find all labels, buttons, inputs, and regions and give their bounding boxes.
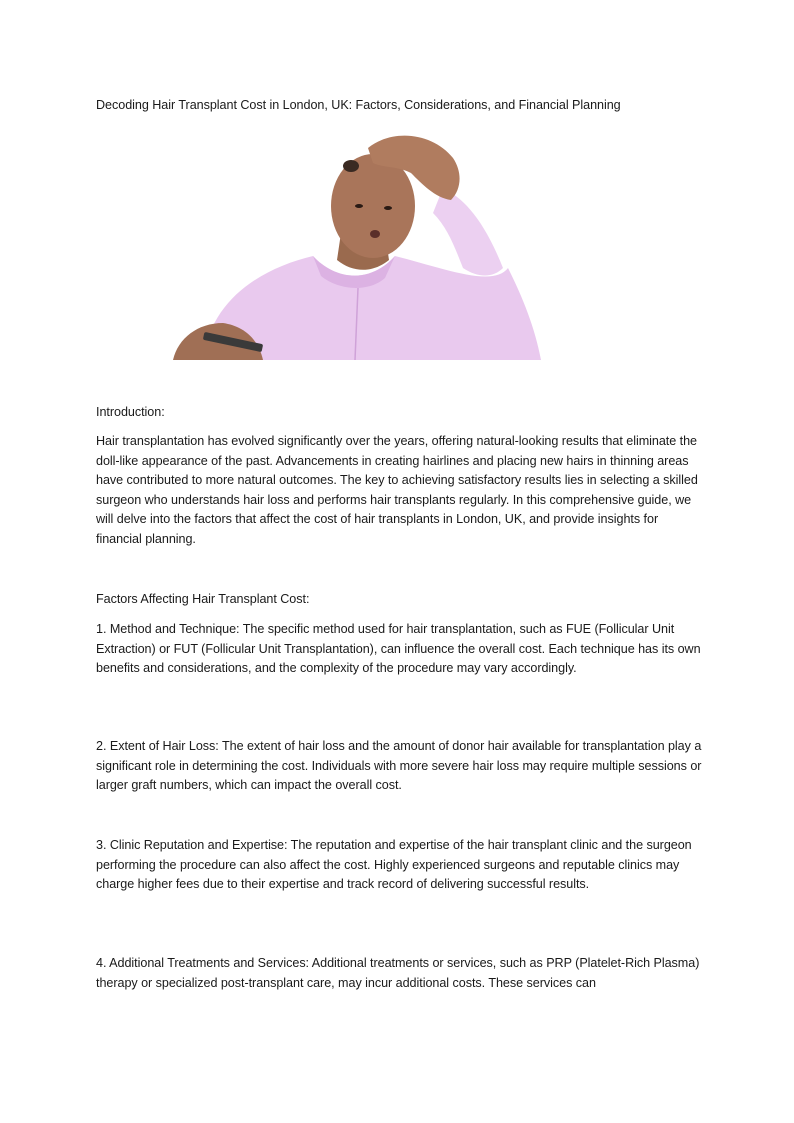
man-holding-head-icon (163, 128, 543, 360)
document-title: Decoding Hair Transplant Cost in London, UK: Factors, Considerations, and Financial Planning (96, 98, 621, 112)
introduction-heading: Introduction: (96, 405, 165, 419)
factor-item: 4. Additional Treatments and Services: Additional treatments or services, such as PRP (Platelet-Rich Plasma) therapy or specialized post-transplant care, may incur additional costs. These services can (96, 956, 700, 990)
factor-item: 1. Method and Technique: The specific method used for hair transplantation, such as FUE (Follicular Unit Extraction) or FUT (Follicular Unit Transplantation), can influence the overall cost. Each technique has its own benefits and considerations, and the complexity of the procedure may vary accordingly. (96, 622, 701, 676)
factor-item: 2. Extent of Hair Loss: The extent of hair loss and the amount of donor hair available for transplantation play a significant role in determining the cost. Individuals with more severe hair loss may require multiple sessions or larger graft numbers, which can impact the overall cost. (96, 739, 702, 793)
factors-heading: Factors Affecting Hair Transplant Cost: (96, 592, 310, 606)
factor-item: 3. Clinic Reputation and Expertise: The reputation and expertise of the hair transplant clinic and the surgeon performing the procedure can also affect the cost. Highly experienced surgeons and reputable clinics may charge higher fees due to their expertise and track record of delivering successful results. (96, 838, 692, 892)
introduction-paragraph: Hair transplantation has evolved significantly over the years, offering natural-looking results that eliminate the doll-like appearance of the past. Advancements in creating hairlines and placing new hairs in thinning areas have contributed to more natural outcomes. The key to achieving satisfactory results lies in selecting a skilled surgeon who understands hair loss and performs hair transplants regularly. In this comprehensive guide, we will delve into the factors that affect the cost of hair transplants in London, UK, and provide insights for financial planning. (96, 434, 698, 546)
